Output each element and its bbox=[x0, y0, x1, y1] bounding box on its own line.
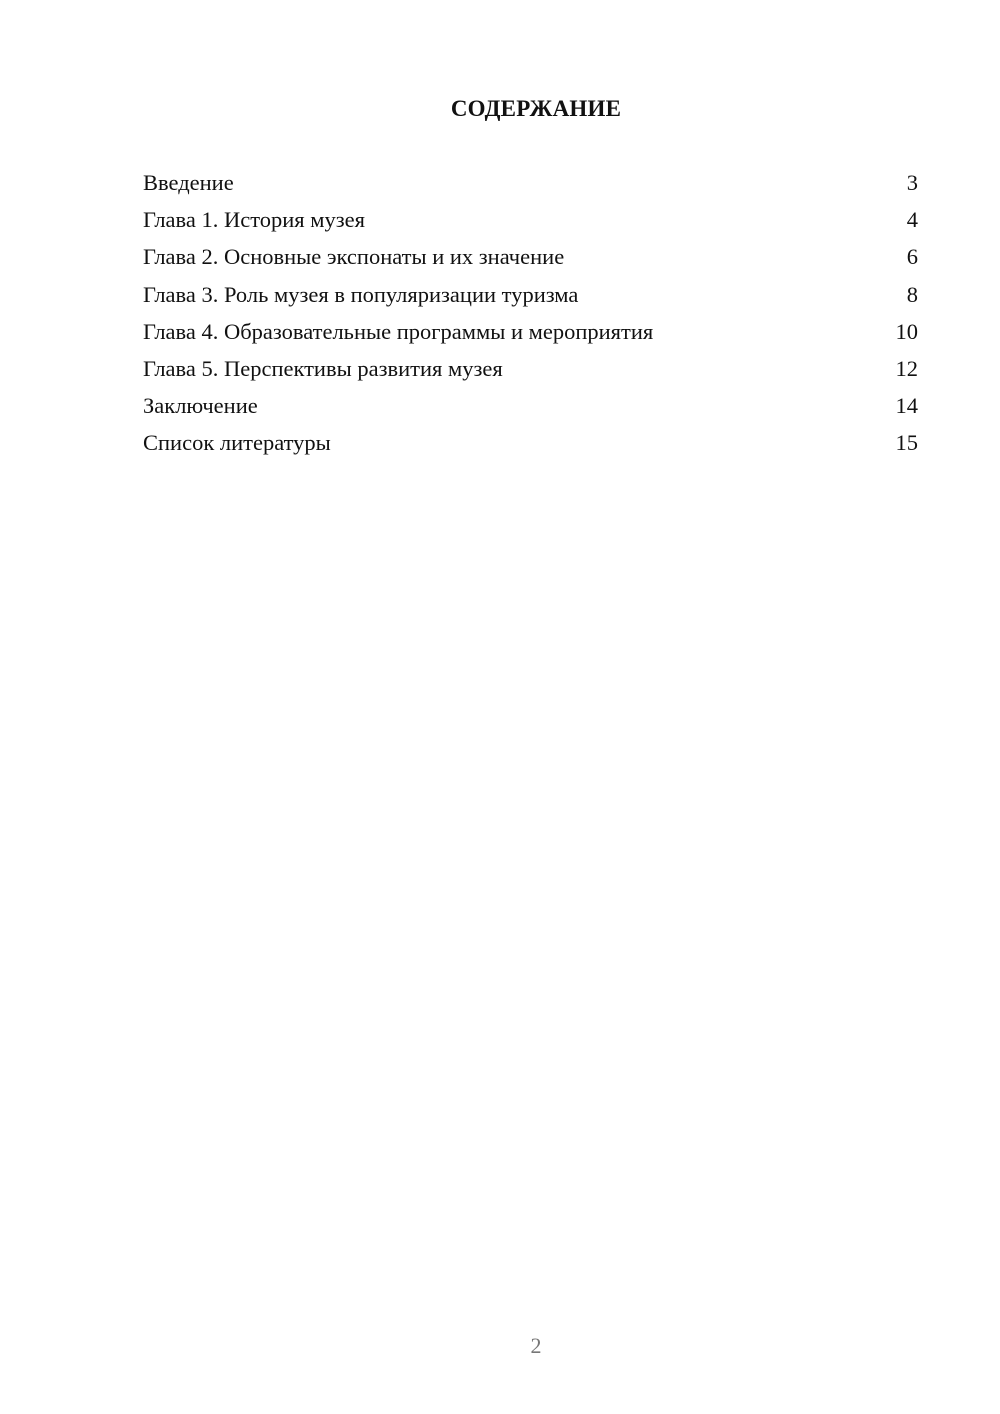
toc-entry-page: 8 bbox=[906, 281, 918, 307]
toc-entry-page: 15 bbox=[895, 430, 918, 456]
toc-entry-page: 4 bbox=[906, 207, 918, 233]
toc-entry-page: 12 bbox=[895, 355, 918, 381]
toc-entry-introduction bbox=[143, 168, 918, 205]
toc-entry-page: 10 bbox=[895, 318, 918, 344]
toc-entry-chapter-1 bbox=[143, 205, 918, 242]
toc-entry-label: Глава 4. Образовательные программы и мероприятия bbox=[143, 318, 654, 344]
toc-entry-label: Глава 1. История музея bbox=[143, 207, 365, 233]
toc-entry-chapter-4 bbox=[143, 317, 918, 354]
toc-entry-conclusion bbox=[143, 391, 918, 428]
toc-entry-page: 3 bbox=[906, 170, 918, 195]
toc-entry-references bbox=[143, 428, 918, 465]
toc-entry-chapter-3 bbox=[143, 280, 918, 317]
toc-entry-page: 14 bbox=[895, 393, 918, 419]
table-of-contents bbox=[143, 168, 918, 466]
toc-entry-chapter-5 bbox=[143, 354, 918, 391]
toc-entry-label: Список литературы bbox=[143, 430, 331, 456]
toc-entry-label: Введение bbox=[143, 170, 234, 195]
toc-entry-page: 6 bbox=[906, 244, 918, 270]
toc-entry-label: Заключение bbox=[143, 393, 258, 419]
page-number: 2 bbox=[530, 1333, 542, 1358]
toc-title: СОДЕРЖАНИЕ bbox=[450, 96, 622, 121]
toc-entry-chapter-2 bbox=[143, 242, 918, 279]
toc-entry-label: Глава 2. Основные экспонаты и их значение bbox=[143, 244, 565, 270]
toc-entry-label: Глава 5. Перспективы развития музея bbox=[143, 355, 503, 381]
toc-entry-label: Глава 3. Роль музея в популяризации туризма bbox=[143, 281, 579, 307]
